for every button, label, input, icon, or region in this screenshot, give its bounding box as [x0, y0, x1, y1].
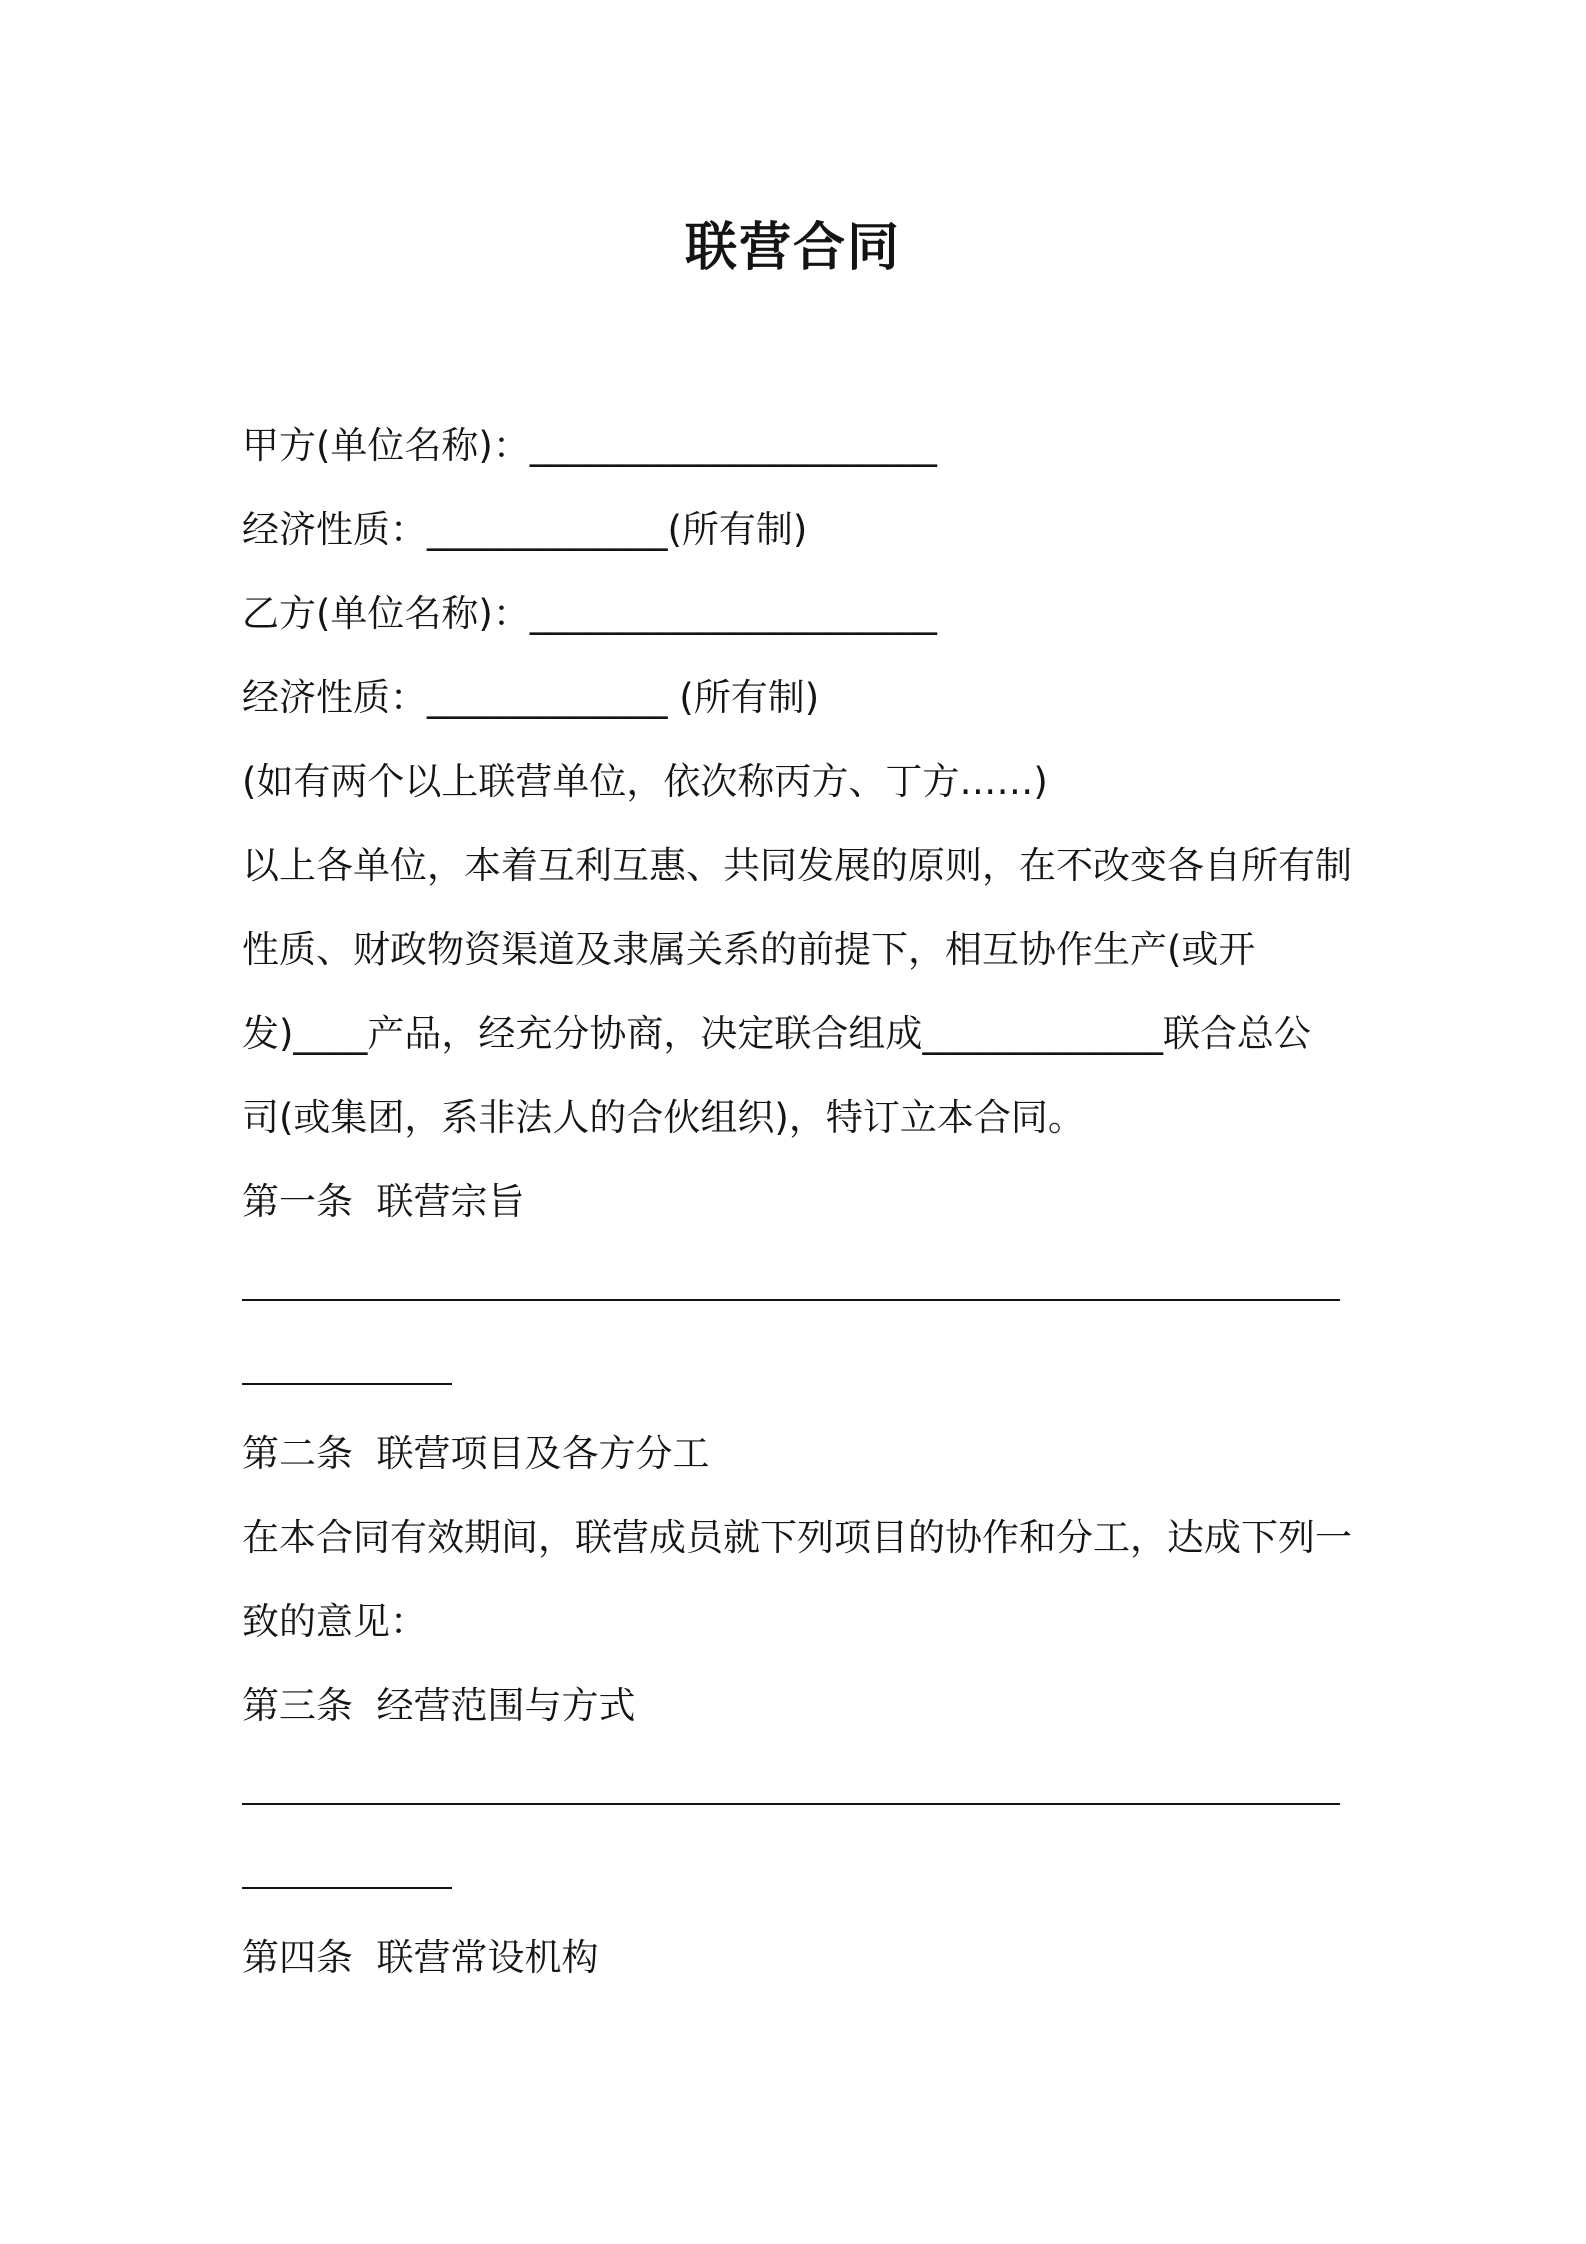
party-b-label: 乙方(单位名称)：: [242, 592, 530, 635]
party-b-line: [242, 572, 1362, 656]
article-2-line-2: 致的意见：: [242, 1600, 427, 1643]
article-3-fill-line-short: [242, 1832, 1362, 1916]
party-b-nature-line: [242, 656, 1362, 740]
article-1-fill-line-long: [242, 1244, 1362, 1328]
document-title: 联营合同: [684, 218, 901, 278]
article-1-fill-line-short: [242, 1328, 1362, 1412]
company-name-blank: _____________: [922, 1012, 1163, 1055]
party-a-blank: ______________________: [529, 424, 937, 467]
article-2-line-1: 在本合同有效期间，联营成员就下列项目的协作和分工，达成下列一: [242, 1516, 1352, 1559]
article-4-heading: 第四条 联营常设机构: [242, 1936, 599, 1979]
article-1-heading: 第一条 联营宗旨: [242, 1180, 525, 1223]
party-b-nature-label: 经济性质：: [242, 676, 427, 719]
party-b-blank: ______________________: [529, 592, 937, 635]
party-a-label: 甲方(单位名称)：: [242, 424, 530, 467]
party-b-nature-blank: _____________: [427, 676, 668, 719]
article-2-heading: 第二条 联营项目及各方分工: [242, 1432, 710, 1475]
more-parties-note: (如有两个以上联营单位，依次称丙方、丁方……): [242, 760, 1048, 803]
preamble-line-2: 性质、财政物资渠道及隶属关系的前提下，相互协作生产(或开: [242, 928, 1256, 971]
preamble-line-3-end: 联合总公: [1162, 1012, 1311, 1055]
preamble-line-3: [242, 992, 1362, 1076]
preamble-line-4: 司(或集团，系非法人的合伙组织)，特订立本合同。: [242, 1096, 1085, 1139]
article-3-fill-line-long: [242, 1748, 1362, 1832]
preamble-line-3-start: 发)____产品，经充分协商，决定联合组成: [242, 1012, 923, 1055]
party-a-nature-suffix: (所有制): [667, 508, 808, 551]
party-a-nature-blank: _____________: [427, 508, 668, 551]
party-a-nature-label: 经济性质：: [242, 508, 427, 551]
party-a-line: [242, 404, 1362, 488]
preamble-line-1: 以上各单位，本着互利互惠、共同发展的原则，在不改变各自所有制: [242, 844, 1352, 887]
party-a-nature-line: [242, 488, 1362, 572]
party-b-nature-suffix: (所有制): [667, 676, 820, 719]
contract-body: [242, 404, 1362, 2000]
article-3-heading: 第三条 经营范围与方式: [242, 1684, 636, 1727]
